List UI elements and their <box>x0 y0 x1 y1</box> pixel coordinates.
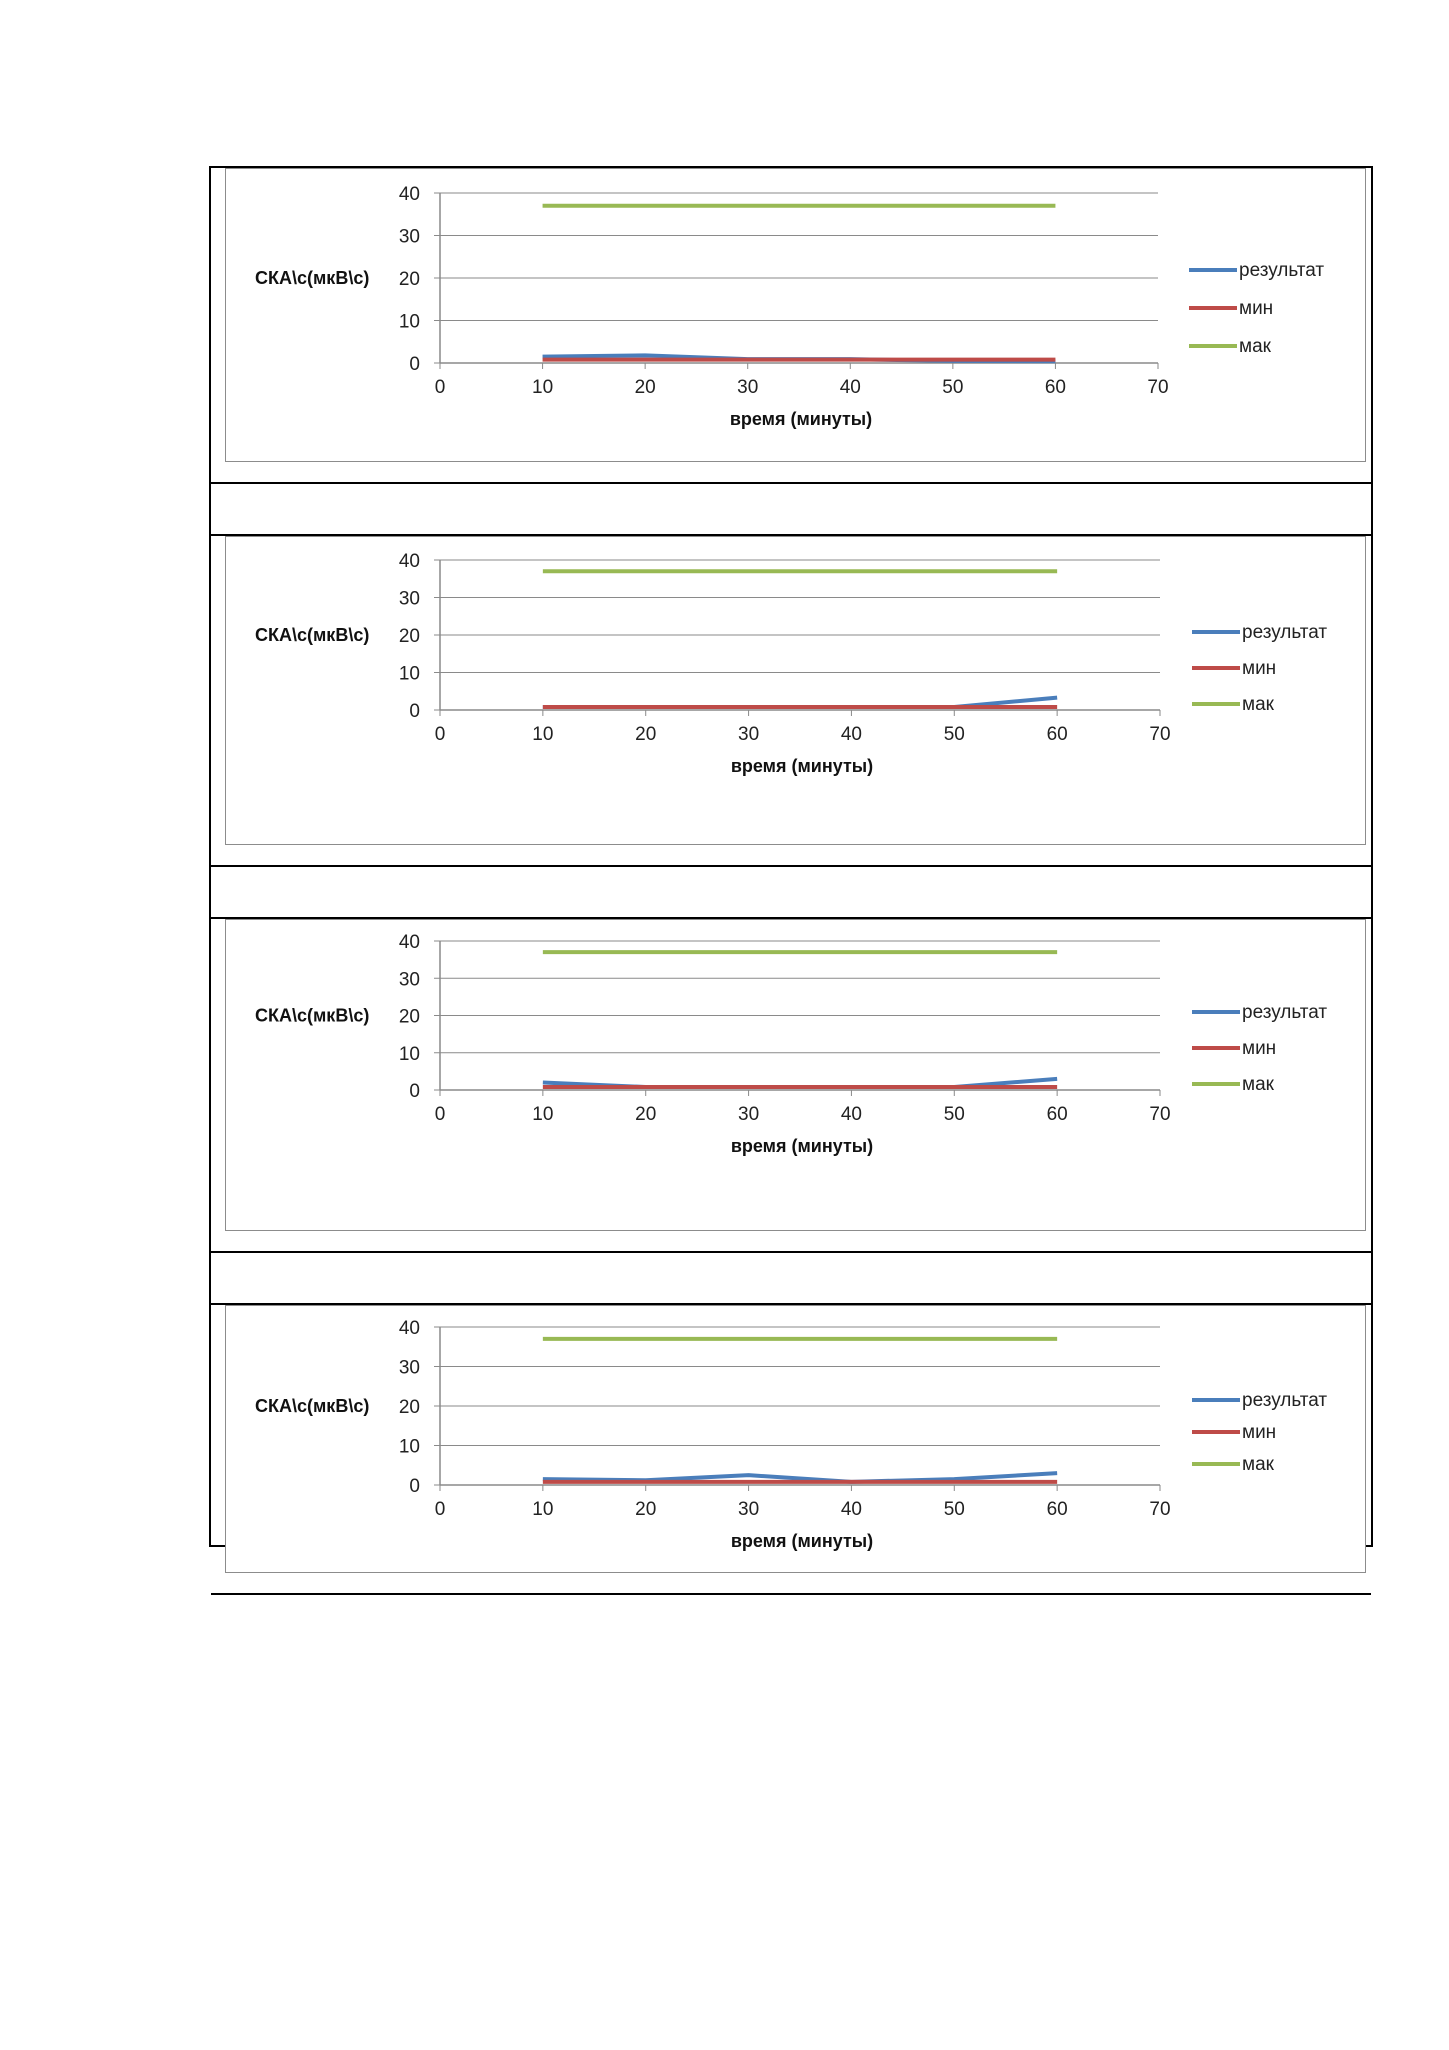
x-tick-label: 40 <box>840 1104 862 1125</box>
charts-table <box>209 166 1373 1551</box>
y-tick-label: 20 <box>398 1006 420 1028</box>
x-tick-label: 20 <box>635 1499 657 1520</box>
x-tick-label: 30 <box>738 724 760 745</box>
x-tick-label: 10 <box>532 377 554 398</box>
x-tick-label: 10 <box>532 1104 554 1125</box>
chart-row-4 <box>211 1305 1371 1595</box>
x-axis-title: время (минуты) <box>730 756 874 776</box>
x-tick-label: 60 <box>1044 377 1066 398</box>
y-tick-label: 30 <box>398 226 420 248</box>
caption-row-1 <box>211 484 1371 536</box>
x-tick-label: 70 <box>1149 1104 1171 1125</box>
y-tick-label: 40 <box>398 1318 420 1339</box>
line-chart-4 <box>211 1305 1371 1593</box>
y-tick-label: 0 <box>409 354 420 375</box>
legend-label: мин <box>1242 1038 1277 1059</box>
x-tick-label: 60 <box>1046 1499 1068 1520</box>
y-tick-label: 40 <box>398 184 420 205</box>
legend-label: мин <box>1239 298 1274 319</box>
x-tick-label: 70 <box>1149 1499 1171 1520</box>
line-chart-3 <box>211 919 1371 1251</box>
x-tick-label: 10 <box>532 724 554 745</box>
y-tick-label: 10 <box>398 663 420 685</box>
x-axis-title: время (минуты) <box>730 1531 874 1551</box>
y-axis-title: СКА\с(мкВ\с) <box>255 268 370 288</box>
x-tick-label: 40 <box>839 377 861 398</box>
legend-label: результат <box>1242 622 1328 643</box>
legend-label: результат <box>1242 1390 1328 1411</box>
y-tick-label: 30 <box>398 1357 420 1379</box>
y-axis-title: СКА\с(мкВ\с) <box>255 1396 370 1416</box>
y-axis-title: СКА\с(мкВ\с) <box>255 1005 370 1026</box>
y-tick-label: 10 <box>398 1436 420 1458</box>
legend-label: мак <box>1242 1454 1274 1475</box>
y-tick-label: 10 <box>398 311 420 333</box>
x-tick-label: 40 <box>840 1499 862 1520</box>
y-tick-label: 20 <box>398 1397 420 1418</box>
caption-row-4 <box>211 1595 1371 1647</box>
x-tick-label: 0 <box>434 1499 446 1520</box>
y-tick-label: 40 <box>398 932 420 953</box>
y-tick-label: 30 <box>398 969 420 991</box>
x-tick-label: 60 <box>1046 1104 1068 1125</box>
legend-label: мин <box>1242 658 1277 679</box>
y-tick-label: 0 <box>409 1476 420 1497</box>
x-tick-label: 0 <box>434 1104 446 1125</box>
legend-label: мак <box>1239 336 1271 357</box>
x-tick-label: 60 <box>1046 724 1068 745</box>
chart-row-2 <box>211 536 1371 867</box>
legend-label: мак <box>1242 694 1274 715</box>
y-tick-label: 20 <box>398 626 420 647</box>
y-tick-label: 0 <box>409 701 420 722</box>
x-tick-label: 50 <box>943 1104 965 1125</box>
x-tick-label: 10 <box>532 1499 554 1520</box>
x-tick-label: 70 <box>1147 377 1169 398</box>
x-tick-label: 30 <box>737 377 759 398</box>
y-tick-label: 30 <box>398 588 420 610</box>
x-tick-label: 50 <box>942 377 964 398</box>
legend-label: мак <box>1242 1074 1274 1095</box>
x-tick-label: 20 <box>635 724 657 745</box>
x-tick-label: 50 <box>943 724 965 745</box>
x-tick-label: 50 <box>943 1499 965 1520</box>
x-tick-label: 0 <box>434 724 446 745</box>
chart-row-1 <box>211 168 1371 484</box>
y-tick-label: 40 <box>398 551 420 572</box>
line-chart-1 <box>211 168 1371 482</box>
caption-row-3 <box>211 1253 1371 1305</box>
y-tick-label: 10 <box>398 1043 420 1065</box>
x-axis-title: время (минуты) <box>729 409 873 429</box>
line-chart-2 <box>211 536 1371 865</box>
y-axis-title: СКА\с(мкВ\с) <box>255 625 370 645</box>
x-tick-label: 20 <box>635 1104 657 1125</box>
legend-label: мин <box>1242 1422 1277 1443</box>
x-tick-label: 40 <box>840 724 862 745</box>
x-tick-label: 30 <box>738 1104 760 1125</box>
chart-row-3 <box>211 919 1371 1253</box>
x-axis-title: время (минуты) <box>730 1136 874 1156</box>
x-tick-label: 20 <box>634 377 656 398</box>
y-tick-label: 20 <box>398 269 420 290</box>
x-tick-label: 30 <box>738 1499 760 1520</box>
caption-row-2 <box>211 867 1371 919</box>
legend-label: результат <box>1242 1002 1328 1023</box>
legend-label: результат <box>1239 260 1325 281</box>
y-tick-label: 0 <box>409 1081 420 1102</box>
x-tick-label: 0 <box>434 377 446 398</box>
x-tick-label: 70 <box>1149 724 1171 745</box>
